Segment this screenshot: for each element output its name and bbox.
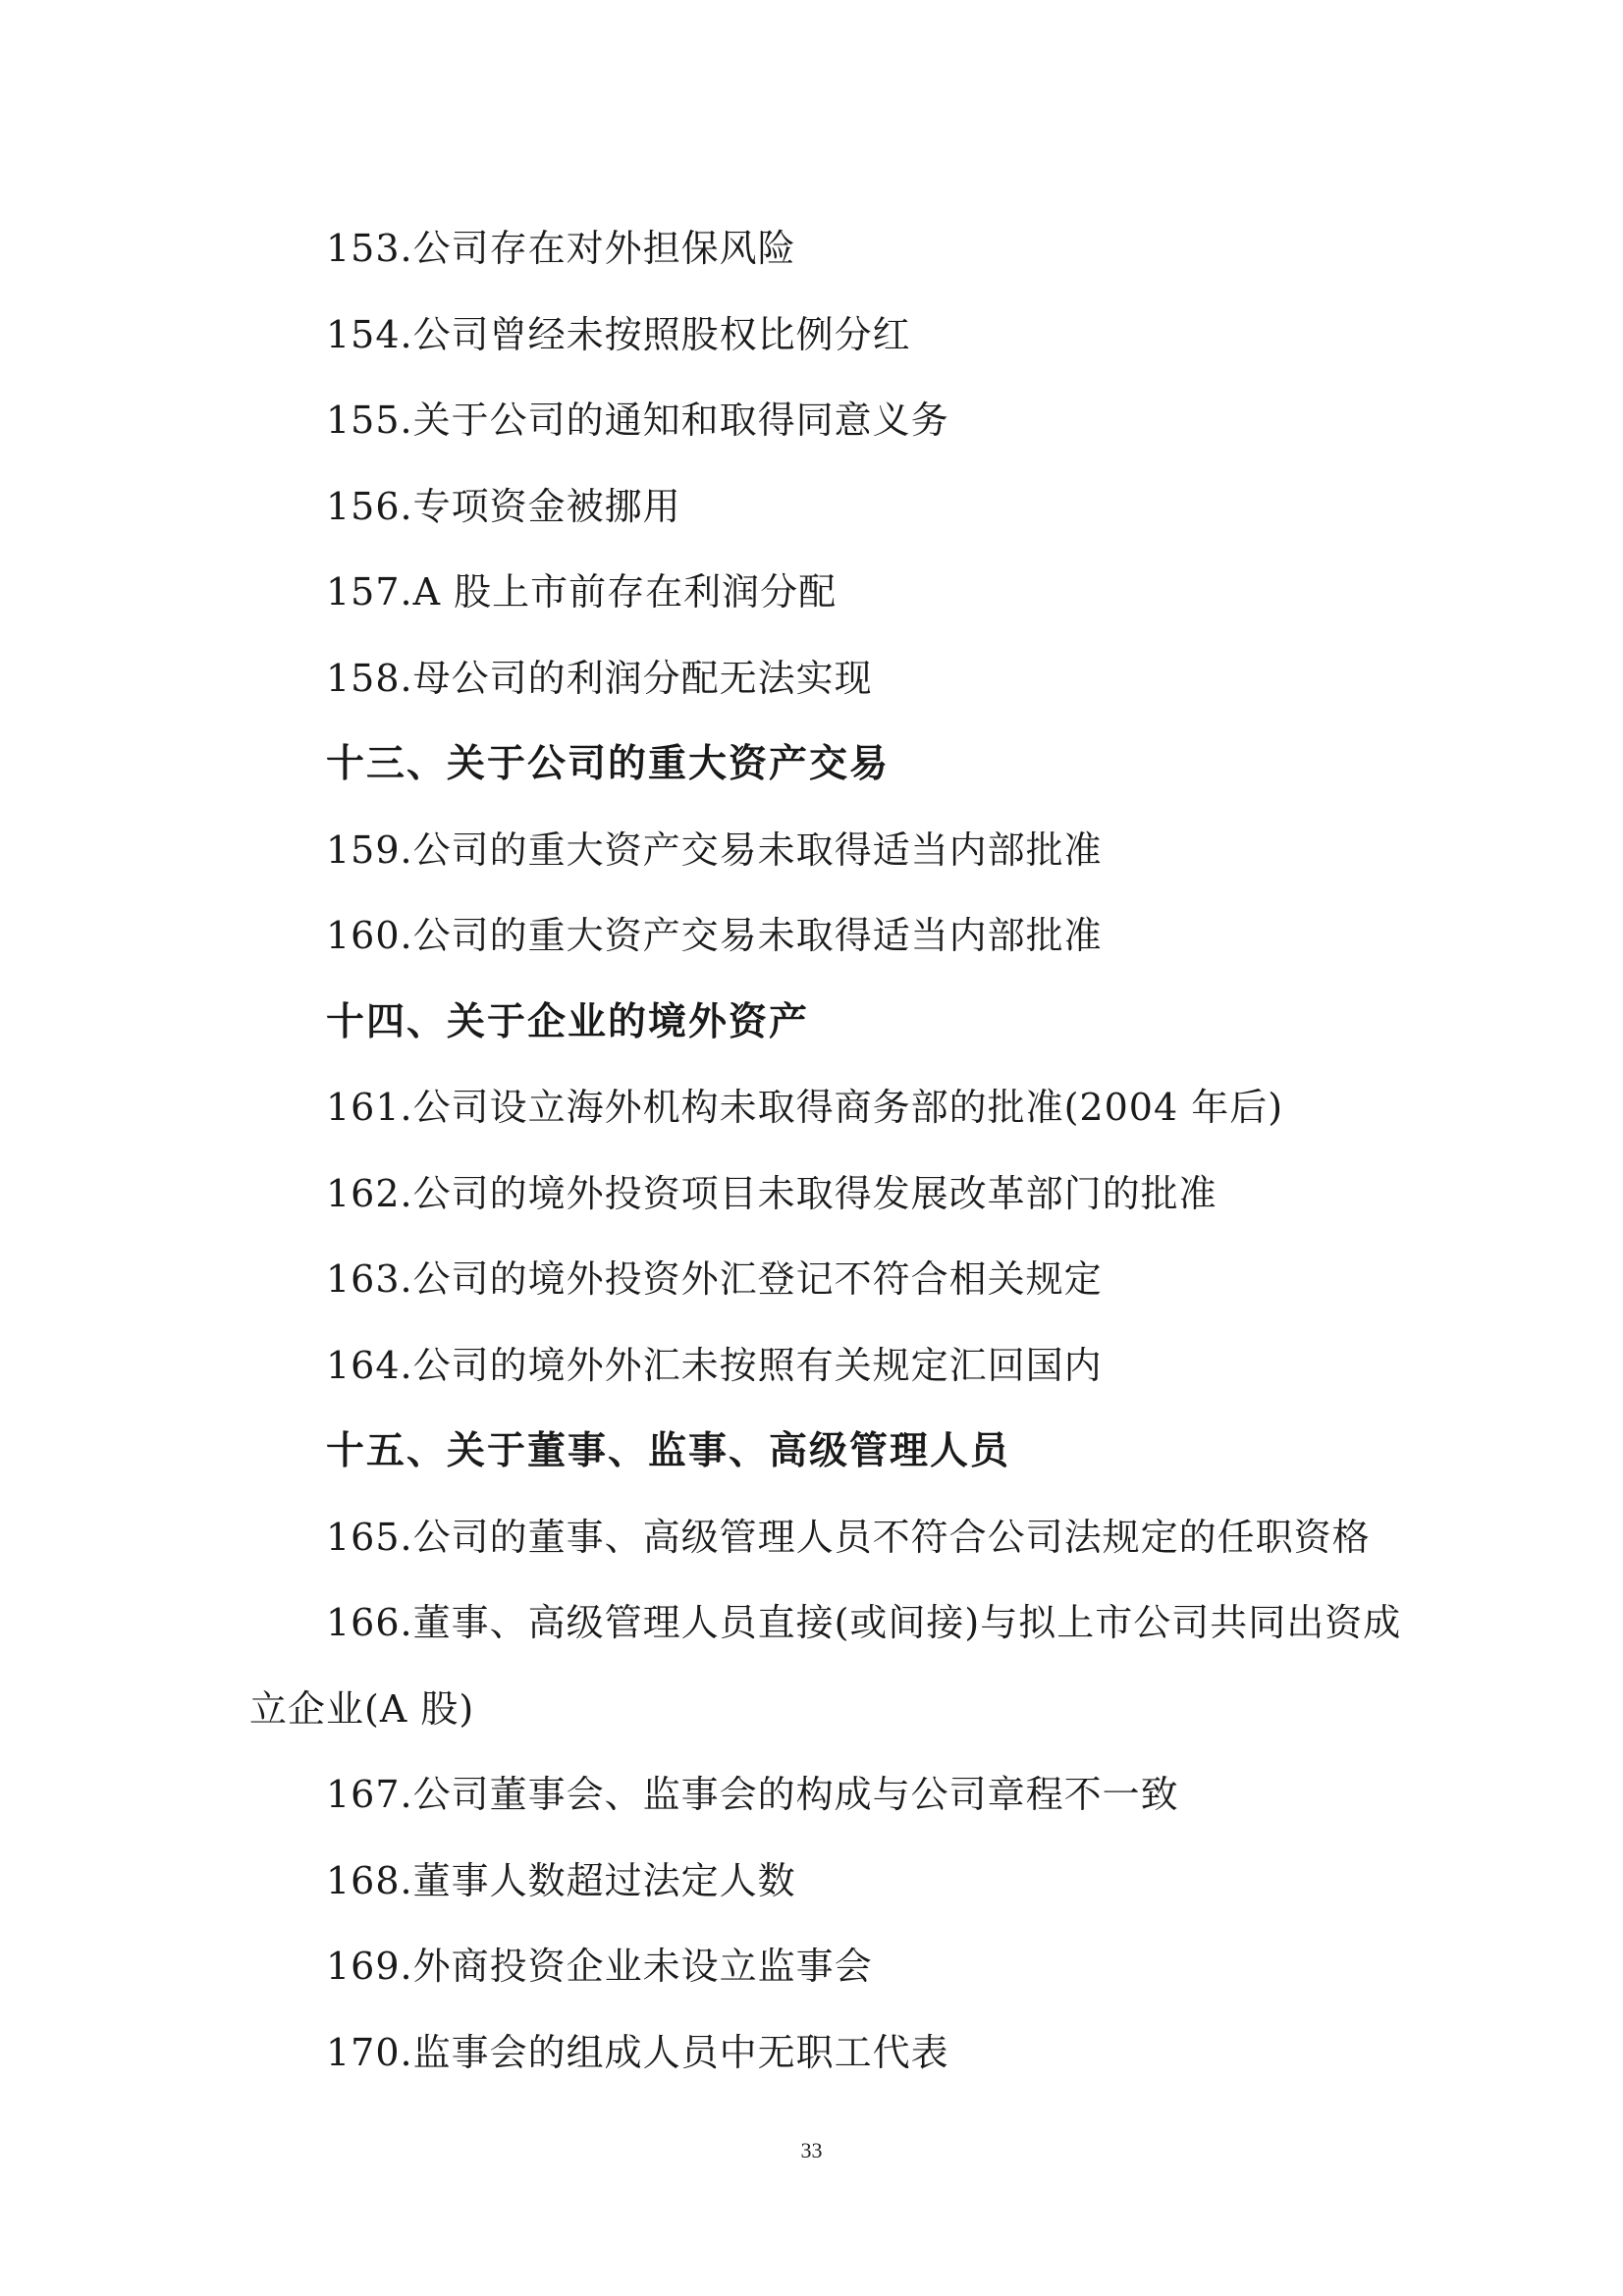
list-item: 157.A 股上市前存在利润分配 <box>326 570 838 614</box>
page-body <box>249 206 1402 2096</box>
list-item: 164.公司的境外外汇未按照有关规定汇回国内 <box>326 1343 1103 1387</box>
list-item: 166.董事、高级管理人员直接(或间接)与拟上市公司共同出资成 <box>326 1601 1402 1644</box>
list-item: 162.公司的境外投资项目未取得发展改革部门的批准 <box>326 1171 1217 1215</box>
list-item: 163.公司的境外投资外汇登记不符合相关规定 <box>326 1257 1103 1301</box>
list-item: 169.外商投资企业未设立监事会 <box>326 1945 873 1988</box>
page-number: 33 <box>800 2138 823 2163</box>
list-item: 155.关于公司的通知和取得同意义务 <box>326 399 949 442</box>
list-item: 156.专项资金被挪用 <box>326 484 681 528</box>
list-item: 154.公司曾经未按照股权比例分红 <box>326 312 911 356</box>
section-heading: 十三、关于公司的重大资产交易 <box>326 741 891 786</box>
list-item: 160.公司的重大资产交易未取得适当内部批准 <box>326 914 1103 957</box>
list-item: 167.公司董事会、监事会的构成与公司章程不一致 <box>326 1773 1179 1816</box>
list-item-continuation: 立企业(A 股) <box>249 1686 475 1731</box>
list-item: 165.公司的董事、高级管理人员不符合公司法规定的任职资格 <box>326 1515 1371 1559</box>
section-heading: 十五、关于董事、监事、高级管理人员 <box>326 1428 1011 1473</box>
list-item: 153.公司存在对外担保风险 <box>326 227 796 270</box>
list-item: 161.公司设立海外机构未取得商务部的批准(2004 年后) <box>326 1086 1284 1129</box>
list-item: 159.公司的重大资产交易未取得适当内部批准 <box>326 828 1103 872</box>
list-item: 170.监事会的组成人员中无职工代表 <box>326 2030 949 2074</box>
list-item: 168.董事人数超过法定人数 <box>326 1858 796 1902</box>
section-heading: 十四、关于企业的境外资产 <box>326 998 810 1044</box>
list-item: 158.母公司的利润分配无法实现 <box>326 656 873 700</box>
